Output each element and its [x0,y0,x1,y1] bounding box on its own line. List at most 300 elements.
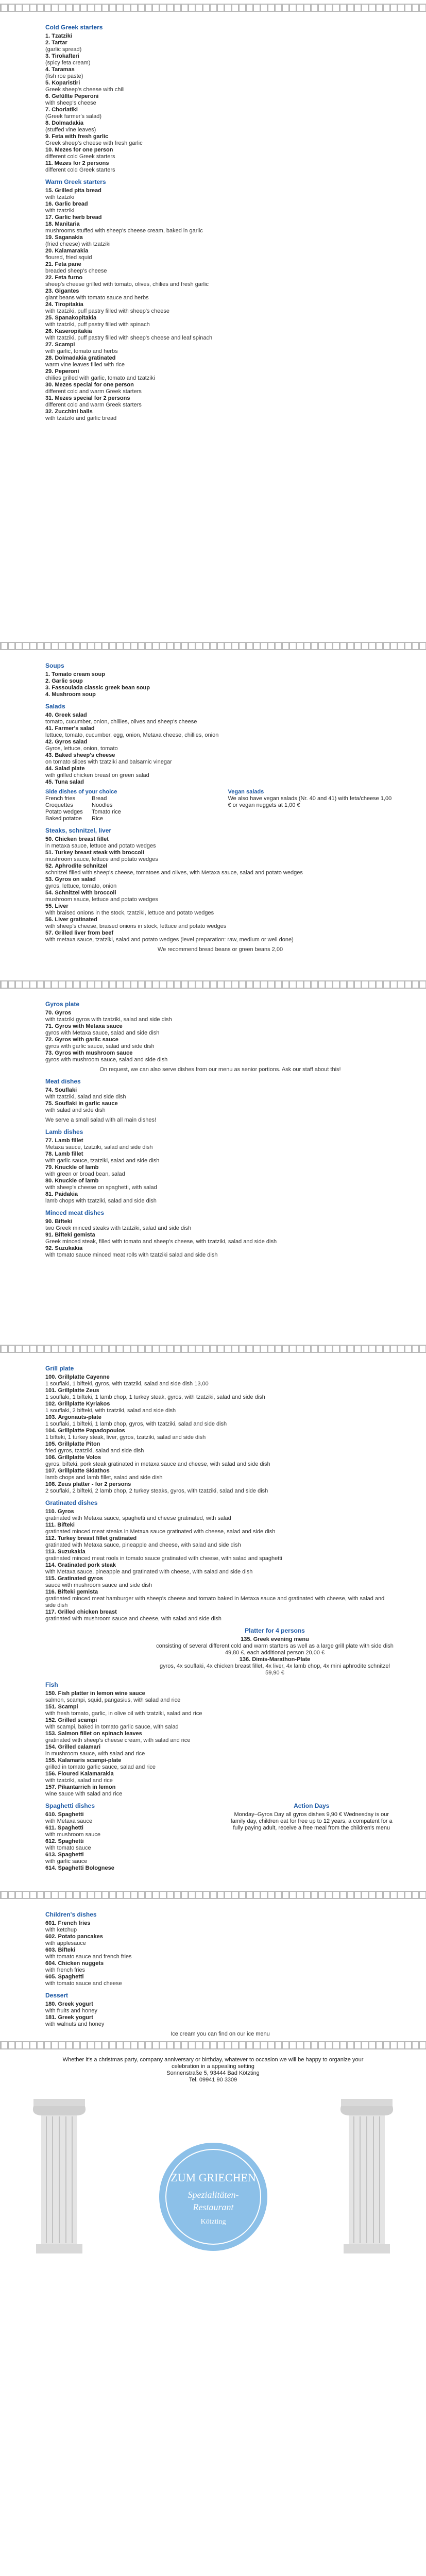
item-description: 1 souflaki, 1 bifteki, 1 lamb chop, 1 turkey steak, gyros, with tzatziki, salad and side dish [45,1394,265,1400]
menu-item [45,930,395,943]
item-description: 1 souflaki, 1 bifteki, gyros, with tzatziki, salad and side dish 13,00 [45,1381,209,1387]
item-name: Spanakopitakia [55,315,97,321]
item-number: 11. [45,160,53,166]
item-name: Chicken nuggets [58,1960,104,1967]
menu-item [45,1852,213,1865]
item-number: 116. [45,1589,56,1595]
item-name: Argonauts-plate [58,1414,101,1420]
item-description: gratinated minced meat steaks in Metaxa sauce gratinated with cheese, salad and side dish [45,1529,276,1535]
item-list [45,671,395,698]
item-description: with ketchup [45,1927,77,1933]
section-title: Steaks, schnitzel, liver [45,827,112,834]
item-description: with tzatziki and garlic bread [45,415,117,421]
item-description: with sheep's cheese [45,100,96,106]
item-name: Garlic soup [52,678,83,684]
menu-item [45,766,395,779]
item-name: Gyros [57,1509,74,1515]
item-number: 152. [45,1717,57,1723]
item-name: Lamb fillet [55,1138,83,1144]
item-name: Tartar [52,40,67,46]
item-description: wine sauce with salad and rice [45,1791,123,1797]
item-number: 55. [45,903,54,909]
item-number: 110. [45,1509,56,1515]
section-dessert [0,1992,426,2038]
section-title: Side dishes of your choice [45,789,117,795]
menu-item [45,1934,395,1947]
menu-item [45,355,395,368]
menu-item [45,1100,395,1114]
menu-item [45,1050,395,1063]
item-list [45,33,395,174]
footer-address: Sonnenstraße 5, 93444 Bad Kötzting [166,2070,260,2076]
item-name: Mezes special for 2 persons [55,395,130,401]
section-fish [0,1682,426,1798]
item-number: 2. [45,678,50,684]
item-name: Liver gratinated [55,917,97,923]
item-number: 107. [45,1468,57,1474]
item-name: Lamb fillet [55,1151,83,1157]
section-title: Fish [45,1681,58,1688]
item-number: 4. [45,66,50,73]
item-name: Spaghetti [58,1838,84,1844]
spaghetti-column [45,1798,213,1872]
menu-item [45,1974,395,1987]
item-name: Bifteki [58,1947,76,1953]
item-number: 54. [45,890,54,896]
item-name: Gefüllte Peperoni [52,93,99,99]
greek-column-icon [31,2099,88,2253]
item-description: with Metaxa sauce [45,1818,93,1824]
footer [0,2057,426,2083]
side-item: Bread [92,795,107,802]
menu-item [45,1865,213,1872]
item-name: Souflaki in garlic sauce [55,1100,118,1107]
item-number: 42. [45,739,54,745]
item-name: Potato pancakes [58,1934,103,1940]
item-description: with tzatziki [45,194,75,200]
item-name: Tirokafteri [52,53,79,59]
item-description: fried gyros, tzatziki, salad and side dish [45,1448,144,1454]
item-number: 613. [45,1852,57,1858]
item-number: 611. [45,1825,56,1831]
vegan-column [228,786,396,822]
recommendation-note: We recommend bread beans or green beans 2,00 [157,946,283,953]
item-number: 41. [45,725,54,732]
item-name: Bifteki [55,1218,72,1225]
menu-item [45,1037,395,1050]
item-name: Grillplatte Cayenne [58,1374,110,1380]
item-description: Greek sheep's cheese with fresh garlic [45,140,143,146]
section-meat [0,1078,426,1124]
meander-band [0,642,426,657]
menu-item [45,876,395,890]
item-number: 26. [45,328,54,334]
item-number: 5. [45,80,50,86]
ice-cream-note: Ice cream you can find on our ice menu [171,2031,270,2037]
item-name: Fish platter in lemon wine sauce [58,1690,145,1697]
menu-item [45,691,395,698]
side-item: Noodles [92,802,113,808]
item-list [45,1138,395,1205]
menu-item [45,1454,395,1468]
item-description: grilled in tomato garlic sauce, salad and rice [45,1764,156,1770]
item-number: 52. [45,863,54,869]
menu-item [45,671,395,678]
item-number: 9. [45,133,50,140]
item-number: 71. [45,1023,54,1029]
item-name: Gyros on salad [55,876,96,883]
item-name: Mushroom soup [52,691,96,698]
section-soups [0,663,426,698]
menu-item [45,1920,395,1934]
item-name: Choriatiki [52,107,78,113]
section-title: Warm Greek starters [45,178,106,185]
item-description: with salad and side dish [45,1107,106,1113]
item-number: 77. [45,1138,54,1144]
item-description: with Metaxa sauce, pineapple and gratinated with cheese, with salad and side dish [45,1569,253,1575]
item-name: Pikantarrich in lemon [58,1784,116,1790]
item-list [45,1811,213,1872]
item-name: Salad plate [55,766,85,772]
menu-item [45,301,395,315]
item-number: 19. [45,234,54,241]
item-name: Souflaki [55,1087,77,1093]
item-description: (spicy feta cream) [45,60,91,66]
menu-item [45,1522,395,1535]
section-steaks [0,827,426,953]
item-number: 114. [45,1562,56,1568]
item-description: gyros with mushroom sauce, salad and side dish [45,1057,168,1063]
item-description: with applesauce [45,1940,86,1946]
item-description: with mushroom sauce [45,1832,100,1838]
logo-area [0,2099,426,2253]
item-description: with tzatziki, puff pastry filled with sheep's cheese [45,308,169,314]
item-list [45,1010,395,1063]
item-number: 43. [45,752,54,758]
menu-item [45,1535,395,1549]
item-name: Farmer's salad [55,725,95,732]
item-name: Paidakia [55,1191,78,1197]
item-number: 102. [45,1401,57,1407]
menu-item [45,712,395,725]
item-number: 117. [45,1609,56,1615]
item-description: with tzatziki, salad and rice [45,1777,113,1784]
item-description: with garlic sauce, tzatziki, salad and side dish [45,1158,160,1164]
item-number: 100. [45,1374,57,1380]
item-name: Peperoni [55,368,79,375]
item-number: 80. [45,1178,54,1184]
item-description: with grilled chicken breast on green salad [45,772,149,778]
meander-band [0,2041,426,2057]
item-description: gratinated minced meat hamburger with sheep's cheese and tomato baked in Metaxa sauce and gratinated with cheese, with salad and side dish [45,1596,385,1608]
menu-item [45,1023,395,1037]
item-list [45,188,395,422]
item-description: with scampi, baked in tomato garlic sauce, with salad [45,1724,179,1730]
item-name: Manitaria [55,221,80,227]
logo-town: Kötzting [200,2218,226,2226]
section-lamb [0,1129,426,1205]
menu-item [45,93,395,107]
item-description: schnitzel filled with sheep's cheese, tomatoes and olives, with Metaxa sauce, salad and potato wedges [45,870,303,876]
item-description: gratinated with Metaxa sauce, pineapple and cheese, with salad and side dish [45,1542,241,1548]
item-number: 155. [45,1757,57,1764]
menu-item [45,1575,395,1589]
item-name: Grillplatte Piton [58,1441,100,1447]
menu-item [45,1549,395,1562]
item-name: Gigantes [55,288,79,294]
item-list [45,2001,395,2028]
item-number: 15. [45,188,54,194]
item-name: Knuckle of lamb [55,1164,99,1171]
item-number: 1. [45,33,50,39]
item-number: 151. [45,1704,57,1710]
item-description: 2 souflaki, 2 bifteki, 2 lamb chop, 2 turkey steaks, gyros, with tzatziki, salad and side dish [45,1488,268,1494]
item-number: 17. [45,214,54,221]
section-title: Cold Greek starters [45,24,103,31]
menu-item [45,685,395,691]
item-name: Garlic herb bread [55,214,102,221]
section-title: Minced meat dishes [45,1209,105,1216]
menu-item [45,1387,395,1401]
item-name: Zeus platter - for 2 persons [58,1481,131,1487]
item-number: 92. [45,1245,54,1251]
item-name: Grillplatte Volos [58,1454,101,1461]
item-name: Spaghetti Bolognese [58,1865,114,1871]
item-name: Knuckle of lamb [55,1178,99,1184]
item-number: 23. [45,288,54,294]
item-number: 21. [45,261,54,267]
menu-item [45,2014,395,2028]
item-list [45,1218,395,1259]
side-item: Baked potatoe [45,816,82,822]
item-number: 3. [45,685,50,691]
menu-item [45,1704,395,1717]
item-list [45,712,395,786]
item-name: French fries [58,1920,91,1926]
item-number: 106. [45,1454,57,1461]
item-name: Gyros with Metaxa sauce [55,1023,123,1029]
item-description: with braised onions in the stock, tzatziki, lettuce and potato wedges [45,910,214,916]
item-number: 32. [45,409,54,415]
section-gyros [0,1001,426,1073]
item-description: chilies grilled with garlic, tomato and tzatziki [45,375,155,381]
side-item: Tomato rice [92,809,121,815]
item-description: 1 souflaki, 1 bifteki, 1 lamb chop, gyros, with tzatziki, salad and side dish [45,1421,227,1427]
side-item: Croquettes [45,802,73,808]
item-description: (Greek farmer's salad) [45,113,102,120]
item-description: sheep's cheese grilled with tomato, olives, chilies and fresh garlic [45,281,209,287]
item-description: breaded sheep's cheese [45,268,107,274]
footer-text: Whether it's a christmas party, company anniversary or birthday, whatever to occasion we will be happy to organize your celebration in a appealing setting [62,2057,364,2070]
item-number: 601. [45,1920,57,1926]
item-description: different cold Greek starters [45,167,115,173]
item-list [45,836,395,943]
item-number: 1. [45,671,50,677]
section-gratinated [0,1500,426,1622]
item-number: 180. [45,2001,57,2007]
item-description: with garlic sauce [45,1858,88,1865]
menu-item [45,850,395,863]
item-name: Kaseropitakia [55,328,92,334]
item-number: 115. [45,1575,56,1582]
item-number: 4. [45,691,50,698]
menu-item [45,1374,395,1387]
item-name: Scampi [58,1704,78,1710]
item-name: Greek salad [55,712,87,718]
item-description: with fresh tomato, garlic, in olive oil with tzatziki, salad and rice [45,1710,202,1717]
item-number: 103. [45,1414,57,1420]
item-description: consisting of several different cold and warm starters as well as a large grill plate with side dish 49,80 €, each additional person 20,00 € [156,1643,394,1656]
item-name: Spaghetti [58,1811,84,1818]
item-name: Suzukakia [57,1549,86,1555]
item-number: 112. [45,1535,56,1541]
item-number: 75. [45,1100,54,1107]
section-title: Action Days [294,1802,330,1809]
section-grill [0,1365,426,1495]
section-title: Salads [45,703,65,710]
item-name: Suzukakia [55,1245,83,1251]
menu-item [45,752,395,766]
footer-phone: Tel. 09941 90 3309 [189,2077,237,2083]
section-cold-starters [0,24,426,174]
menu-item [45,1087,395,1100]
item-name: Tiropitakia [55,301,83,308]
section-warm-starters [0,179,426,422]
menu-item [45,1690,395,1704]
action-column [228,1798,396,1872]
item-name: Gyros with mushroom sauce [55,1050,133,1056]
menu-item [45,1838,213,1852]
menu-item [45,120,395,133]
item-name: Dimis-Marathon-Plate [252,1656,311,1663]
menu-item [45,1481,395,1495]
item-name: Spaghetti [57,1825,83,1831]
action-text: Monday–Gyros Day all gyros dishes 9,90 € Wednesday is our family day, children eat for free up to 12 years, a compatent for a fully paying adult, receive a free meal from the children's menu [230,1811,393,1831]
section-title: Gyros plate [45,1001,80,1008]
item-number: 10. [45,147,54,153]
item-description: in mushroom sauce, with salad and rice [45,1751,145,1757]
menu-item [45,739,395,752]
menu-item [45,368,395,382]
item-number: 50. [45,836,54,842]
item-name: Bifteki [57,1522,75,1528]
item-name: Tuna salad [55,779,84,785]
menu-item [45,1010,395,1023]
section-title: Meat dishes [45,1078,81,1085]
logo-subtitle: Spezialitäten- [188,2190,238,2200]
item-number: 113. [45,1549,56,1555]
item-description: 1 bifteki, 1 turkey steak, liver, gyros, tzatziki, salad and side dish [45,1434,206,1440]
item-number: 602. [45,1934,57,1940]
menu-item [45,2001,395,2014]
item-description: with french fries [45,1967,86,1973]
section-title: Platter for 4 persons [245,1627,305,1634]
item-description: with fruits and honey [45,2008,97,2014]
menu-item [45,80,395,93]
item-name: Mezes for 2 persons [54,160,109,166]
menu-item [45,221,395,234]
menu-item [45,917,395,930]
item-number: 78. [45,1151,54,1157]
item-name: Gyros with garlic sauce [55,1037,118,1043]
item-description: salmon, scampi, squid, pangasius, with salad and rice [45,1697,181,1703]
item-description: mushroom sauce, lettuce and potato wedges [45,896,158,903]
item-name: Liver [55,903,69,909]
item-name: Grilled liver from beef [55,930,114,936]
vegan-text: We also have vegan salads (Nr. 40 and 41) with feta/cheese 1,00 € or vegan nuggets at 1,00 € [228,795,392,808]
menu-item [45,1401,395,1414]
item-name: Turkey breast steak with broccoli [55,850,144,856]
sides-grid [45,795,213,822]
item-description: different cold and warm Greek starters [45,402,142,408]
item-number: 20. [45,248,54,254]
item-number: 16. [45,201,54,207]
item-number: 22. [45,275,54,281]
side-item: Potato wedges [45,809,83,815]
menu-item [45,1218,395,1232]
item-number: 105. [45,1441,57,1447]
menu-item [45,1232,395,1245]
item-number: 610. [45,1811,57,1818]
item-name: Bifteki gemista [57,1589,98,1595]
menu-item [45,395,395,409]
item-description: with tzatziki, puff pastry filled with spinach [45,321,150,328]
section-children [0,1911,426,1987]
item-number: 51. [45,850,54,856]
item-description: (fish roe paste) [45,73,83,79]
menu-item [45,1744,395,1757]
meander-band [0,980,426,996]
restaurant-logo [146,2140,280,2253]
item-number: 136. [239,1656,251,1663]
menu-item [45,1960,395,1974]
item-name: Zucchini balls [55,409,93,415]
menu-item [45,160,395,174]
item-description: warm vine leaves filled with rice [45,362,125,368]
menu-item [45,1191,395,1205]
item-name: Spaghetti [58,1852,84,1858]
item-description: Gyros, lettuce, onion, tomato [45,745,118,752]
item-number: 7. [45,107,50,113]
item-name: Turkey breast fillet gratinated [57,1535,137,1541]
sides-column [45,786,213,822]
item-number: 30. [45,382,54,388]
item-number: 150. [45,1690,57,1697]
item-number: 27. [45,342,54,348]
item-list [45,1920,395,1987]
item-number: 29. [45,368,54,375]
menu-item [45,890,395,903]
item-description: Greek sheep's cheese with chili [45,87,125,93]
item-name: Gratinated pork steak [57,1562,116,1568]
item-number: 72. [45,1037,54,1043]
menu-item [45,66,395,80]
item-name: Grilled calamari [58,1744,101,1750]
menu-item [45,863,395,876]
item-name: Feta pane [55,261,81,267]
logo-title: ZUM GRIECHEN [170,2171,256,2184]
menu-item [45,147,395,160]
item-list [45,1374,395,1495]
item-name: Gyros [55,1010,72,1016]
item-number: 18. [45,221,54,227]
item-name: Scampi [55,342,75,348]
menu-item [45,1784,395,1798]
item-number: 604. [45,1960,57,1967]
item-name: Koparistiri [52,80,80,86]
item-name: Gratinated gyros [57,1575,103,1582]
item-list [45,1509,395,1622]
